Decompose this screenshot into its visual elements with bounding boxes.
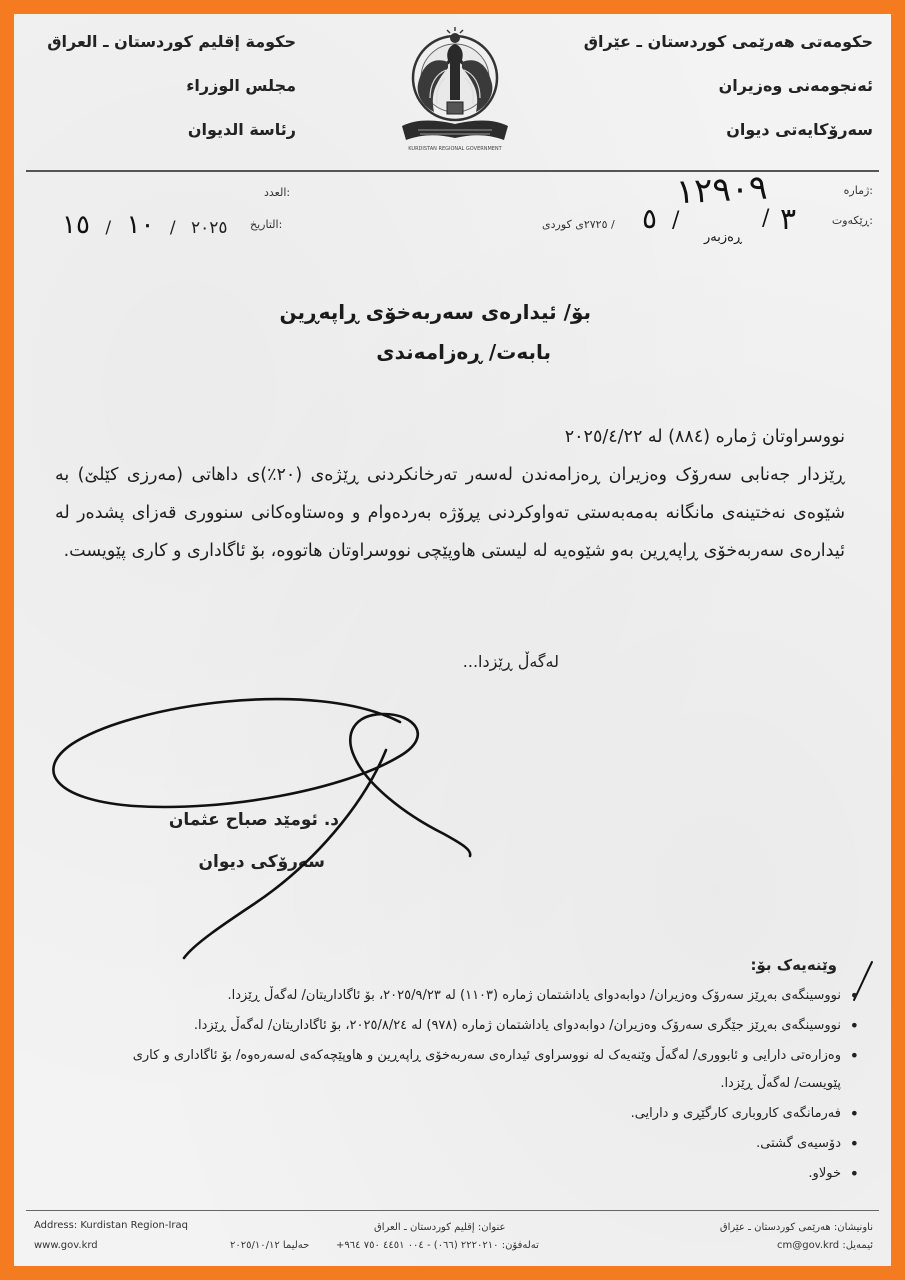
cc-title: وێنەیەک بۆ: (750, 956, 837, 974)
handwritten-day: ٣ (780, 202, 797, 237)
cc-item: • خولاو. (85, 1160, 865, 1188)
header-kurdish-line-1: حکومەتی هەرێمی کوردستان ـ عێراق (583, 32, 873, 51)
footer-website: www.gov.krd (34, 1240, 98, 1251)
cc-list (85, 982, 865, 1190)
header-kurdish-line-3: سەرۆکایەتی دیوان (726, 120, 873, 139)
cc-item: • دۆسیەی گشتی. (85, 1130, 865, 1158)
gregorian-year: ٢٠٢٥ (190, 218, 228, 238)
emblem-caption: KURDISTAN REGIONAL GOVERNMENT (408, 146, 502, 152)
handwritten-kurdish-month: ڕەزبەر (704, 230, 742, 245)
cc-item: • نووسینگەی بەڕێز جێگری سەرۆک وەزیران/ دوابەدوای یاداشتمان ژمارە (٩٧٨) لە ٢٠٢٥/٨/٢٤، بۆ ئاگاداریتان/ لەگەڵ ڕێزدا. (85, 1012, 865, 1040)
letter-sheet: حکومەتی هەرێمی کوردستان ـ عێراق ئەنجومەنی وەزیران سەرۆکایەتی دیوان حكومة إقليم كوردستان ـ العراق مجلس الوزراء رئاسة الديوان KURDISTAN REGIONAL GOVERNMENT ژمارە: ڕێکەوت: العدد: التاريخ: ١٢٩٠٩ ٣ / / ٥ / ٢٧٢٥ی کوردی ڕەزبەر ٢٠٢٥ / ١٠ / ١٥ بۆ/ ئیدارەی سەربەخۆی ڕاپەڕین بابەت/ ڕەزامەندی نووسراوتان ژمارە (٨٨٤) لە ٢٠٢٥/٤/٢٢ ڕێزدار جەنابی سەرۆک وەزیران ڕەزامەندن لەسەر تەرخانکردنی ڕێژەی (٢٠٪)ی داهاتی (مەرزی کێلێ) بە شێوەی نەختینەی مانگانە بەمەبەستی تەواوکردنی پڕۆژە بەردەوام و وەستاوەکانی سنووری قەزای پشدەر لە ئیدارەی سەربەخۆی ڕاپەڕین بەو شێوەیە لە لیستی هاوپێچی نووسراوتان هاتووە، بۆ ئاگاداری و کاری پێویست. لەگەڵ ڕێزدا... د. ئومێد صباح عثمان سەرۆکی دیوان وێنەیەک بۆ: • نووسینگەی بەڕێز سەرۆک وەزیران/ دوابەدوای یاداشتمان ژمارە (١١٠٣) لە ٢٠٢٥/٩/٢٣، بۆ ئاگاداریتان/ لەگەڵ ڕێزدا. • نووسینگەی بەڕێز جێگری سەرۆک وەزیران/ دوابەدوای یاداشتمان ژمارە (٩٧٨) لە ٢٠٢٥/٨/٢٤، بۆ ئاگاداریتان/ لەگەڵ ڕێزدا. • وەزارەتی دارایی و ئابووری/ لەگەڵ وێنەیەک لە نووسراوی ئیدارەی سەربەخۆی ڕاپەڕین و هاوپێچەکەی لەسەرەوە/ بۆ ئاگاداری و کاری پێویست/ لەگەڵ ڕێزدا. • فەرمانگەی کاروباری کارگێڕی و دارایی. • دۆسیەی گشتی. • خولاو. Address: Kurdistan Region-Iraq www.gov.krd عنوان: إقليم كوردستان ـ العراق تەلەفۆن: ٢٢٢٠٢١٠ (٠٦٦) - ٠٠٤ ٤٤٥١ ٧٥٠ ٩٦٤+ حەلیما ٢٠٢٥/١٠/١٢ ناونیشان: هەرێمی کوردستان ـ عێراق ئیمەیل: cm@gov.krd (14, 14, 891, 1266)
header-arabic-line-3: رئاسة الديوان (187, 120, 296, 139)
date-label-ar: التاريخ: (250, 218, 283, 231)
footer-address-ku: ناونیشان: هەرێمی کوردستان ـ عێراق (719, 1222, 873, 1233)
signatory-name: د. ئومێد صباح عثمان (168, 810, 339, 830)
letter-body (55, 418, 845, 570)
footer-phone: تەلەفۆن: ٢٢٢٠٢١٠ (٠٦٦) - ٠٠٤ ٤٤٥١ ٧٥٠ ٩٦٤+ (336, 1240, 539, 1251)
footer-address-ar: عنوان: إقليم كوردستان ـ العراق (374, 1222, 506, 1233)
number-label: ژمارە: (843, 184, 873, 197)
footer-divider (26, 1210, 879, 1211)
handwritten-kurdish-day: ٥ (642, 202, 658, 235)
addressee: بۆ/ ئیدارەی سەربەخۆی ڕاپەڕین (279, 300, 591, 324)
gregorian-month: ١٠ (126, 210, 155, 240)
number-label-ar: العدد: (264, 186, 291, 199)
gregorian-date: ٢٠٢٥ / ١٠ / ١٥ (62, 210, 228, 240)
header-kurdish-line-2: ئەنجومەنی وەزیران (718, 76, 873, 95)
footer-address-en: Address: Kurdistan Region-Iraq (34, 1220, 188, 1231)
reference-line: نووسراوتان ژمارە (٨٨٤) لە ٢٠٢٥/٤/٢٢ (564, 427, 845, 447)
header-kurdish (584, 28, 873, 160)
header-arabic-line-2: مجلس الوزراء (186, 76, 296, 95)
signatory-title: سەرۆکی دیوان (198, 852, 325, 872)
closing-greeting: لەگەڵ ڕێزدا... (462, 652, 559, 671)
krg-emblem-icon (388, 22, 522, 154)
footer-email: ئیمەیل: cm@gov.krd (777, 1240, 873, 1251)
handwritten-number: ١٢٩٠٩ (675, 167, 769, 213)
gregorian-day: ١٥ (62, 210, 90, 240)
cc-item: • فەرمانگەی کاروباری کارگێڕی و دارایی. (85, 1100, 865, 1128)
cc-item: • وەزارەتی دارایی و ئابووری/ لەگەڵ وێنەیەک لە نووسراوی ئیدارەی سەربەخۆی ڕاپەڕین و هاوپێچەکەی لەسەرەوە/ بۆ ئاگاداری و کاری پێویست/ لەگەڵ ڕێزدا. (85, 1042, 865, 1098)
header-arabic-line-1: حكومة إقليم كوردستان ـ العراق (47, 32, 296, 51)
cc-item: • نووسینگەی بەڕێز سەرۆک وەزیران/ دوابەدوای یاداشتمان ژمارە (١١٠٣) لە ٢٠٢٥/٩/٢٣، بۆ ئاگاداریتان/ لەگەڵ ڕێزدا. (85, 982, 865, 1010)
date-label: ڕێکەوت: (831, 214, 873, 227)
body-paragraph: ڕێزدار جەنابی سەرۆک وەزیران ڕەزامەندن لەسەر تەرخانکردنی ڕێژەی (٢٠٪)ی داهاتی (مەرزی کێلێ) بە شێوەی نەختینەی مانگانە بەمەبەستی تەواوکردنی پڕۆژە بەردەوام و وەستاوەکانی سنووری قەزای پشدەر لە ئیدارەی سەربەخۆی ڕاپەڕین بەو شێوەیە لە لیستی هاوپێچی نووسراوتان هاتووە، بۆ ئاگاداری و کاری پێویست. (55, 465, 845, 561)
footer-print-date: حەلیما ٢٠٢٥/١٠/١٢ (230, 1240, 310, 1251)
header-arabic (36, 28, 296, 160)
kurdish-calendar-year: / ٢٧٢٥ی کوردی (542, 218, 615, 231)
subject-line: بابەت/ ڕەزامەندی (376, 340, 551, 364)
